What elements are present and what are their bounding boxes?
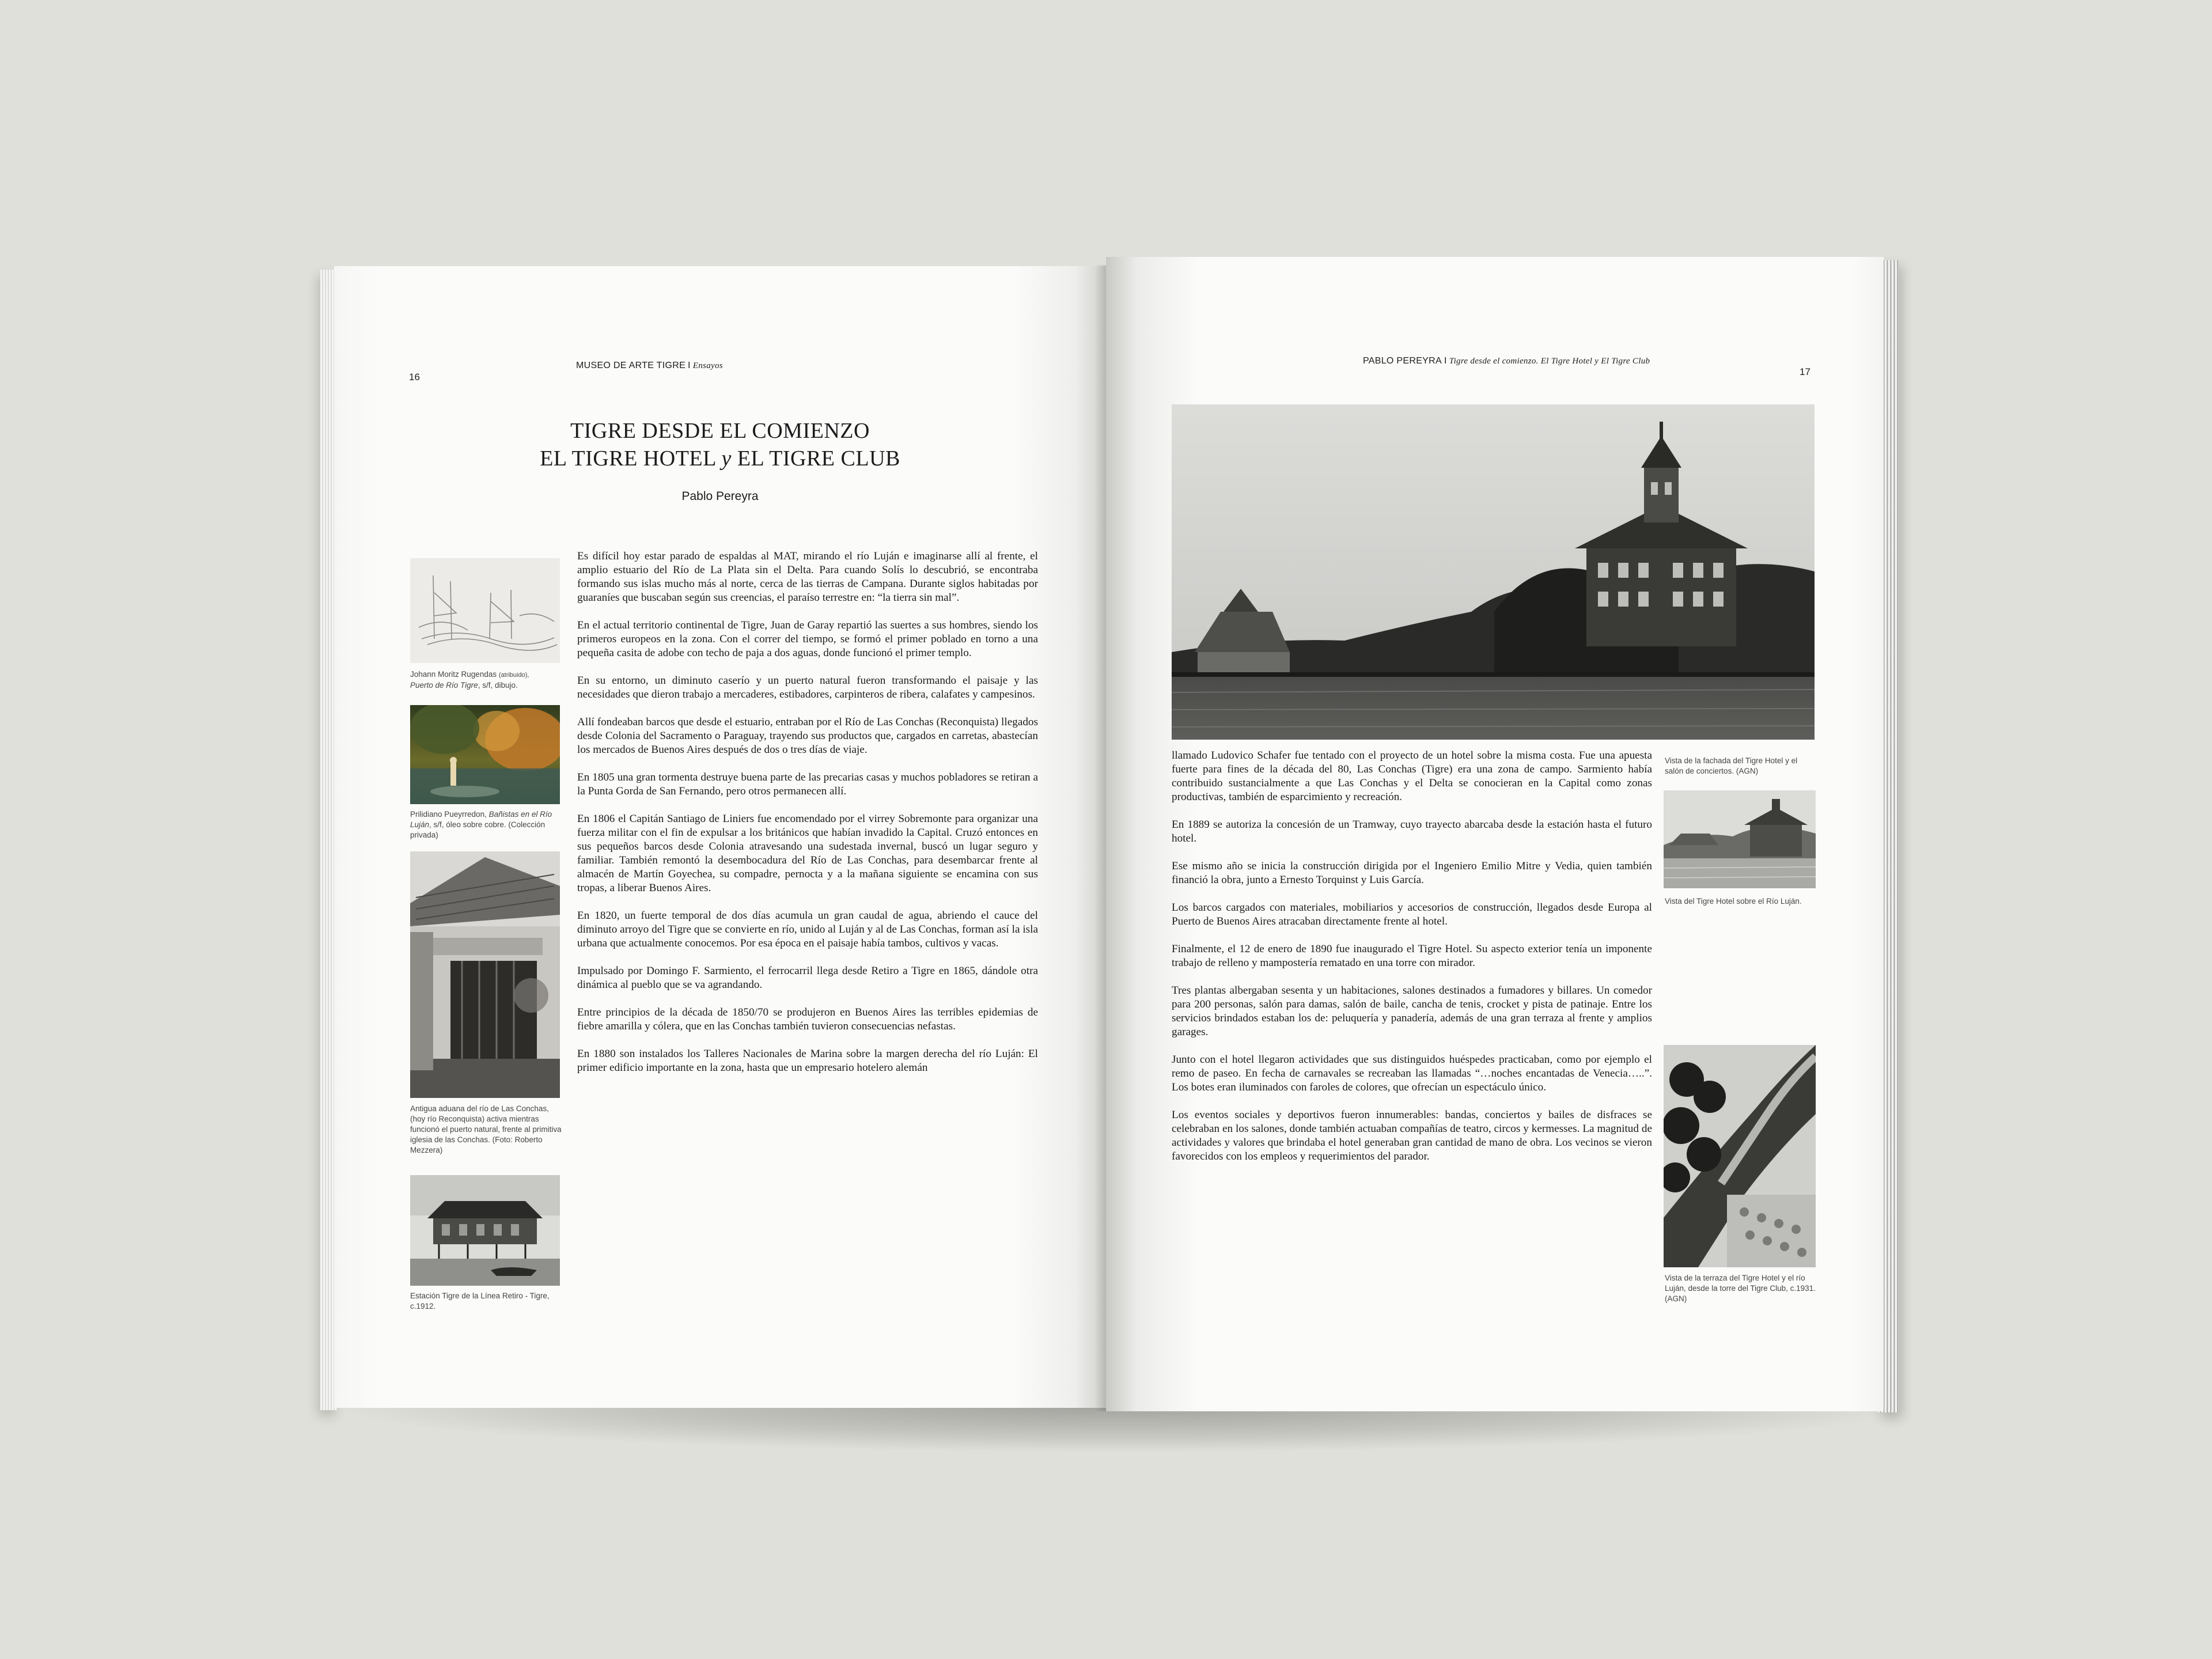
header-section: Ensayos [692,361,723,370]
paragraph: Los barcos cargados con materiales, mobiliarios y accesorios de construcción, llegados desde Europa al Puerto de Buenos Aires atracaban directamente frente al hotel. [1172,902,1652,927]
header-article-title: Tigre desde el comienzo. El Tigre Hotel y El Tigre Club [1449,357,1650,366]
right-body-text [1172,749,1652,1177]
paragraph: En 1805 una gran tormenta destruye buena parte de las precarias casas y muchos pobladores se retiran a la Punta Gorda de San Fernando, pero otros permanecen allí. [577,771,1038,797]
customs-house-image [410,851,560,1098]
paragraph: En 1820, un fuerte temporal de dos días acumula un gran caudal de agua, abriendo el cauce del diminuto arroyo del Tigre que se convierte en río, unido al Luján y al de Las Conchas, forman así la isla urbana que actualmente conocemos. Por esa época en el paisaje había tambos, cultivos y vacas. [577,910,1038,949]
caption-facade: Vista de la fachada del Tigre Hotel y el salón de conciertos. (AGN) [1665,756,1798,775]
paragraph: Es difícil hoy estar parado de espaldas al MAT, mirando el río Luján e imaginarse allí al frente, el amplio estuario del Río de La Plata sin el Delta. Para cuando Solís lo descubrió, se encontraba formando sus islas mucho más al norte, cerca de las tierras de Campana. Durante siglos habitadas por guaraníes que buscaban según sus creencias, el paraíso terrestre en: “la tierra sin mal”. [577,550,1038,604]
running-header-right [1363,356,1650,366]
page-number-left: 16 [409,372,420,382]
article-title [334,417,1106,472]
hotel-river-image [1664,790,1816,888]
left-page [334,266,1106,1408]
header-separator: I [1444,356,1447,366]
paragraph: En el actual territorio continental de Tigre, Juan de Garay repartió las suertes a sus hombres, siendo los primeros europeos en la zona. Con el correr del tiempo, se formó el primer poblado en torno a una pequeña casita de adobe con techo de paja a dos aguas, donde funcionó el primer templo. [577,619,1038,659]
caption-painting-title: Bañistas en el Río Luján [410,810,552,829]
paragraph: Ese mismo año se inicia la construcción dirigida por el Ingeniero Emilio Mitre y Vedia, quien también financió la obra, junto a Ernesto Torquinst y Luis García. [1172,860,1652,886]
caption-customs: Antigua aduana del río de Las Conchas, (hoy río Reconquista) activa mientras funcionó el puerto natural, frente al primitiva iglesia de las Conchas. (Foto: Roberto Mezzera) [410,1104,562,1154]
left-body-text [577,550,1038,1089]
title-line-1: TIGRE DESDE EL COMIENZO [570,419,870,443]
running-header-left [576,361,723,371]
title-club: EL TIGRE CLUB [737,446,900,471]
caption-painting [410,809,560,840]
page-number-right: 17 [1800,366,1810,377]
caption-station: Estación Tigre de la Línea Retiro - Tigre, c.1912. [410,1291,550,1310]
title-hotel: EL TIGRE HOTEL [540,446,716,471]
caption-sketch-author: Johann Moritz Rugendas [410,670,497,679]
paragraph: Los eventos sociales y deportivos fueron innumerables: bandas, conciertos y bailes de disfraces se celebraban en los salones, donde también actuaban compañías de teatro, circos y kermesses. La magnitud de actividades y valores que brindaba el hotel generaban gran cantidad de mano de obra. Los vecinos se vieron favorecidos con los empleos y requerimientos del parador. [1172,1109,1652,1162]
caption-sketch-title: Puerto de Río Tigre [410,681,478,690]
title-line-2 [334,445,1106,472]
tigre-hotel-photo [1172,404,1815,740]
paragraph: En 1806 el Capitán Santiago de Liniers fue encomendado por el virrey Sobremonte para organizar una fuerza militar con el fin de expulsar a los británicos que habían invadido la Capital. Cruzó entonces en sus pequeños barcos desde Colonia atravesando una sudestada invernal, buscó un lugar seguro y familiar. También remontó la desembocadura del Río de Las Conchas, para desembarcar frente al almacén de Martín Goyechea, su compadre, pernocta y a la mañana siguiente se encamina con sus tropas, a liberar Buenos Aires. [577,813,1038,894]
paragraph: Allí fondeaban barcos que desde el estuario, entraban por el Río de Las Conchas (Reconquista) llegados desde Colonia del Sacramento o Paraguay, trayendo sus productos que, cargados en carretas, abastecían los mercados de Buenos Aires después de dos o tres días de viaje. [577,716,1038,756]
caption-painting-author: Prilidiano Pueyrredon, [410,810,487,819]
paragraph: Finalmente, el 12 de enero de 1890 fue inaugurado el Tigre Hotel. Su aspecto exterior tenía un imponente trabajo de relleno y mampostería rematado en una torre con mirador. [1172,943,1652,969]
caption-sketch-attrib: (atribuido), [498,672,529,679]
caption-terrace: Vista de la terraza del Tigre Hotel y el río Luján, desde la torre del Tigre Club, c.1931. (AGN) [1665,1274,1816,1303]
paragraph: Impulsado por Domingo F. Sarmiento, el ferrocarril llega desde Retiro a Tigre en 1865, dándole otra dinámica al pueblo que se va agrandando. [577,965,1038,991]
paragraph: llamado Ludovico Schafer fue tentado con el proyecto de un hotel sobre la misma costa. Fue una apuesta fuerte para fines de la década del 80, Las Conchas (Tigre) era una zona de campo. Sarmiento había contribuido sustancialmente a que Las Conchas y el Delta se conocieran en la Capital como zonas productivas, también de esparcimiento y recreación. [1172,749,1652,803]
caption-sketch-rest: , s/f, dibujo. [478,681,518,690]
paragraph: En 1889 se autoriza la concesión de un Tramway, cuyo trayecto abarcaba desde la estación hasta el futuro hotel. [1172,819,1652,844]
terrace-aerial-image [1664,1045,1816,1267]
painting-image [410,705,560,804]
caption-painting-rest: , s/f, óleo sobre cobre. (Colección privada) [410,820,546,839]
paragraph: Entre principios de la década de 1850/70 se produjeron en Buenos Aires las terribles epidemias de fiebre amarilla y cólera, que en las Conchas también tuvieron consecuencias nefastas. [577,1006,1038,1032]
right-page [1106,257,1884,1411]
title-conjunction: y [721,446,732,471]
header-museum: MUSEO DE ARTE TIGRE [576,361,686,370]
paragraph: En su entorno, un diminuto caserío y un puerto natural fueron transformando el paisaje y las necesidades que dieron trabajo a mercaderes, estibadores, carpinteros de ribera, calafates y campesinos. [577,675,1038,700]
header-author: PABLO PEREYRA [1363,356,1442,366]
article-author: Pablo Pereyra [681,490,759,503]
paragraph: Tres plantas albergaban sesenta y un habitaciones, salones destinados a fumadores y billares. Un comedor para 200 personas, salón para damas, salón de baile, cancha de tenis, crocket y pista de patinaje. Entre los servicios brindados estaban los de: peluquería y panadería, además de una gran terraza al frente y amplios garages. [1172,984,1652,1038]
paragraph: En 1880 son instalados los Talleres Nacionales de Marina sobre la margen derecha del río Luján: El primer edificio importante en la zona, hasta que un empresario hotelero alemán [577,1048,1038,1074]
caption-river: Vista del Tigre Hotel sobre el Río Luján. [1665,897,1802,906]
station-image [410,1175,560,1286]
sketch-image [410,558,560,663]
paragraph: Junto con el hotel llegaron actividades que sus distinguidos huéspedes practicaban, como por ejemplo el remo de paseo. En fecha de carnavales se recreaban las llamadas “…noches encantadas de Venecia…..”. Los botes eran iluminados con faroles de colores, que ofrecían un espectáculo único. [1172,1054,1652,1093]
caption-sketch [410,669,560,691]
header-separator: I [688,361,691,370]
